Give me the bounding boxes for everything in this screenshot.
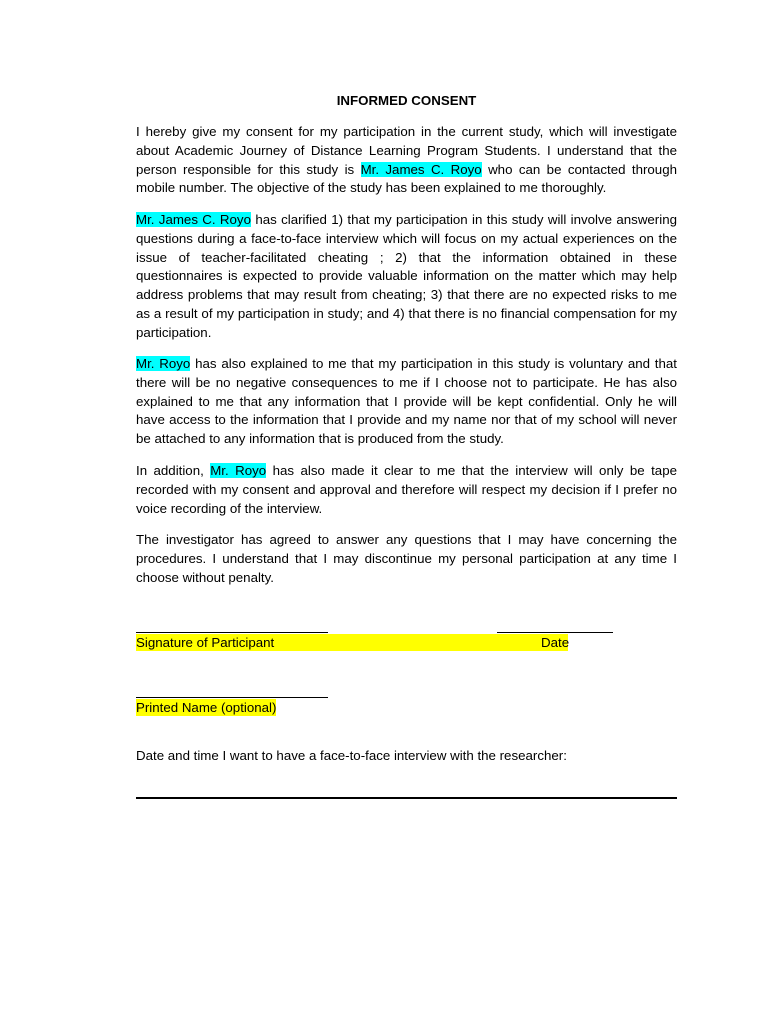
date-line[interactable] [497, 632, 613, 633]
interview-date-line[interactable] [136, 797, 677, 799]
paragraph-text: has clarified 1) that my participation in this study will involve answering questions during a face-to-face interview which will focus on my actual experiences on the issue of teacher-facilitated cheating ; 2) that the information obtained in these questionnaires is expected to provide valuable information on the matter which may help address problems that may result from cheating; 3) that there are no expected risks to me as a result of my participation in study; and 4) that there is no financial compensation for my participation. [136, 212, 677, 340]
paragraph-text: has also made it clear to me that the interview will only be tape recorded with my consent and approval and therefore will respect my decision if I prefer no voice recording of the interview. [136, 463, 677, 516]
date-label-text: Date [541, 635, 570, 650]
paragraph-questions: The investigator has agreed to answer any questions that I may have concerning the procedures. I understand that I may discontinue my personal participation at any time I choose without penalty. [136, 532, 677, 585]
page-title: INFORMED CONSENT [336, 93, 477, 108]
printed-name-line[interactable] [136, 697, 328, 698]
researcher-name-highlight: Mr. Royo [136, 356, 191, 371]
interview-prompt: Date and time I want to have a face-to-face interview with the researcher: [136, 748, 567, 763]
researcher-name-highlight: Mr. James C. Royo [360, 161, 482, 177]
paragraph-recording [136, 462, 677, 518]
date-label [541, 634, 568, 651]
printed-name-label: Printed Name (optional) [136, 700, 277, 715]
paragraph-text: I hereby give my consent for my participation in the current study, which will investigate about Academic Journey of Distance Learning Program Students. I understand that the person responsible for this study is [136, 124, 677, 177]
paragraph-clarifications [136, 211, 677, 343]
paragraph-consent-intro [136, 123, 677, 198]
signature-line[interactable] [136, 632, 328, 633]
researcher-name-highlight: Mr. James C. Royo [136, 212, 251, 227]
signature-label-text: Signature of Participant [136, 635, 275, 650]
signature-label [136, 634, 541, 651]
researcher-name-highlight: Mr. Royo [210, 463, 267, 478]
paragraph-text: has also explained to me that my participation in this study is voluntary and that there will be no negative consequences to me if I choose not to participate. He has also explained to me that any information that I provide will be kept confidential. Only he will have access to the information that I provide and my name nor that of my school will never be attached to any information that is produced from the study. [136, 356, 677, 447]
paragraph-voluntary [136, 355, 677, 449]
paragraph-text: In addition, [136, 463, 211, 478]
paragraph-text: who can be contacted through mobile number. The objective of the study has been explained to me thoroughly. [136, 161, 677, 196]
